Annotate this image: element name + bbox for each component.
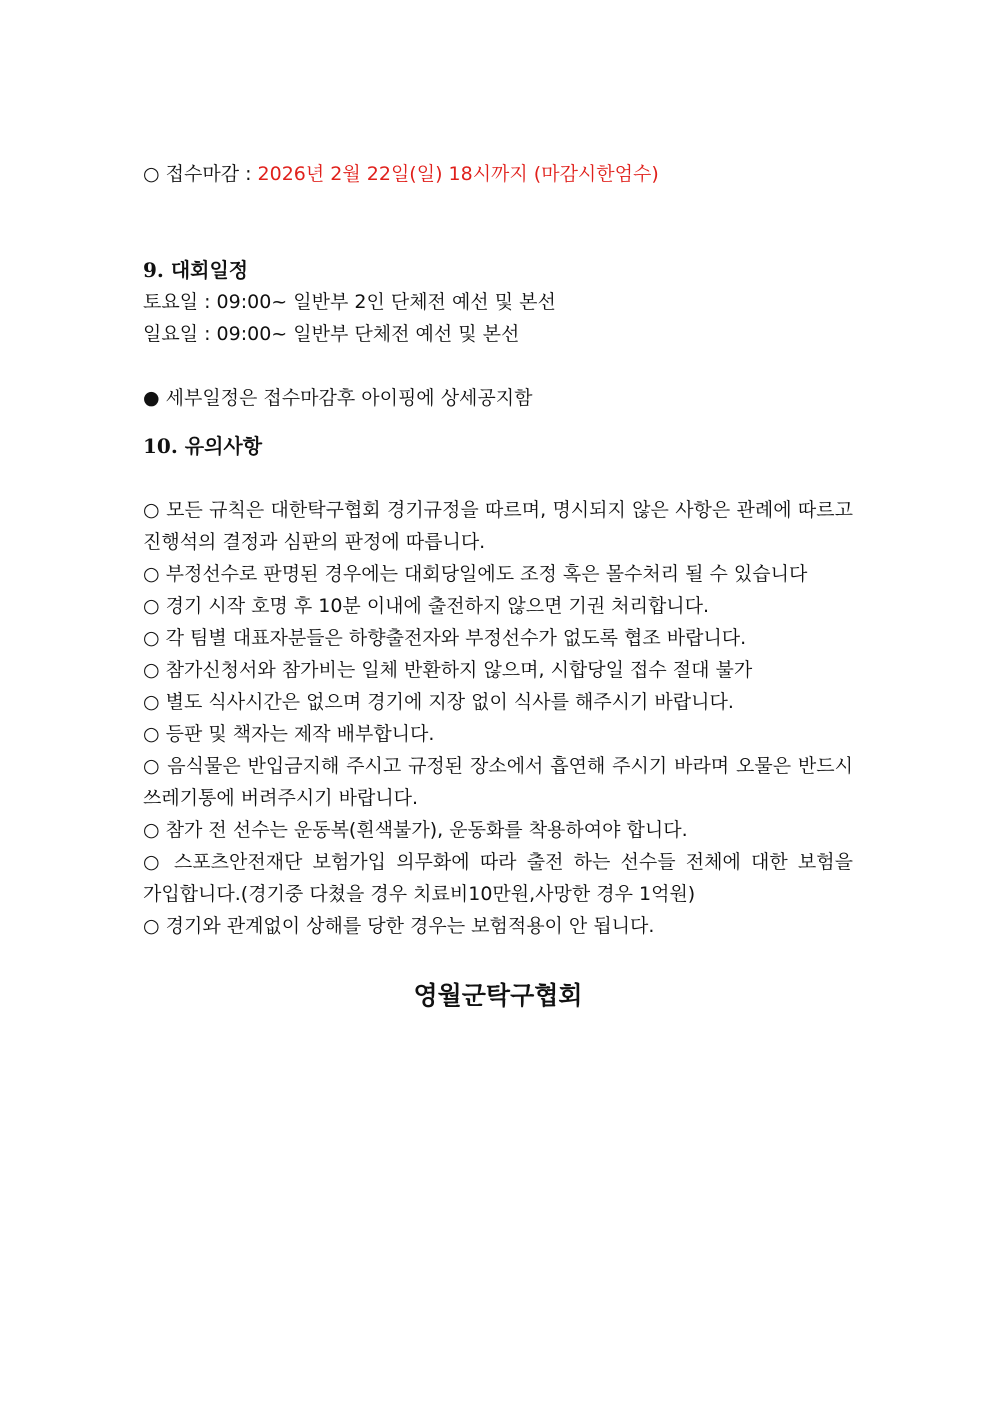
- bullet: ○: [143, 163, 160, 185]
- deadline-line: [143, 158, 853, 190]
- notice-item: ○ 경기와 관계없이 상해를 당한 경우는 보험적용이 안 됩니다.: [143, 915, 655, 937]
- organizer-name: 영월군탁구협회: [413, 981, 583, 1010]
- section-10-heading: 10. 유의사항: [143, 434, 263, 458]
- document-page: [143, 158, 853, 1012]
- notice-item: ○ 모든 규칙은 대한탁구협회 경기규정을 따르며, 명시되지 않은 사항은 관례에 따르고 진행석의 결정과 심판의 판정에 따릅니다.: [143, 499, 853, 553]
- notice-item: ○ 참가신청서와 참가비는 일체 반환하지 않으며, 시합당일 접수 절대 불가: [143, 659, 753, 681]
- notice-item: ○ 각 팀별 대표자분들은 하향출전자와 부정선수가 없도록 협조 바랍니다.: [143, 627, 747, 649]
- schedule-note: ● 세부일정은 접수마감후 아이핑에 상세공지함: [143, 387, 533, 409]
- notice-item: ○ 참가 전 선수는 운동복(흰색불가), 운동화를 착용하여야 합니다.: [143, 819, 688, 841]
- schedule-saturday: 토요일 : 09:00~ 일반부 2인 단체전 예선 및 본선: [143, 291, 556, 313]
- schedule-sunday: 일요일 : 09:00~ 일반부 단체전 예선 및 본선: [143, 323, 520, 345]
- notice-item: ○ 부정선수로 판명된 경우에는 대회당일에도 조정 혹은 몰수처리 될 수 있습니다: [143, 563, 808, 585]
- deadline-label: 접수마감 :: [165, 163, 258, 185]
- notice-item: ○ 경기 시작 호명 후 10분 이내에 출전하지 않으면 기권 처리합니다.: [143, 595, 710, 617]
- section-9-heading: 9. 대회일정: [143, 258, 249, 282]
- deadline-value: 2026년 2월 22일(일) 18시까지 (마감시한엄수): [257, 163, 659, 185]
- notice-item: ○ 스포츠안전재단 보험가입 의무화에 따라 출전 하는 선수들 전체에 대한 보험을 가입합니다.(경기중 다쳤을 경우 치료비10만원,사망한 경우 1억원): [143, 851, 853, 905]
- notice-item: ○ 음식물은 반입금지해 주시고 규정된 장소에서 흡연해 주시기 바라며 오물은 반드시 쓰레기통에 버려주시기 바랍니다.: [143, 755, 853, 809]
- notice-item: ○ 등판 및 책자는 제작 배부합니다.: [143, 723, 435, 745]
- notice-item: ○ 별도 식사시간은 없으며 경기에 지장 없이 식사를 해주시기 바랍니다.: [143, 691, 734, 713]
